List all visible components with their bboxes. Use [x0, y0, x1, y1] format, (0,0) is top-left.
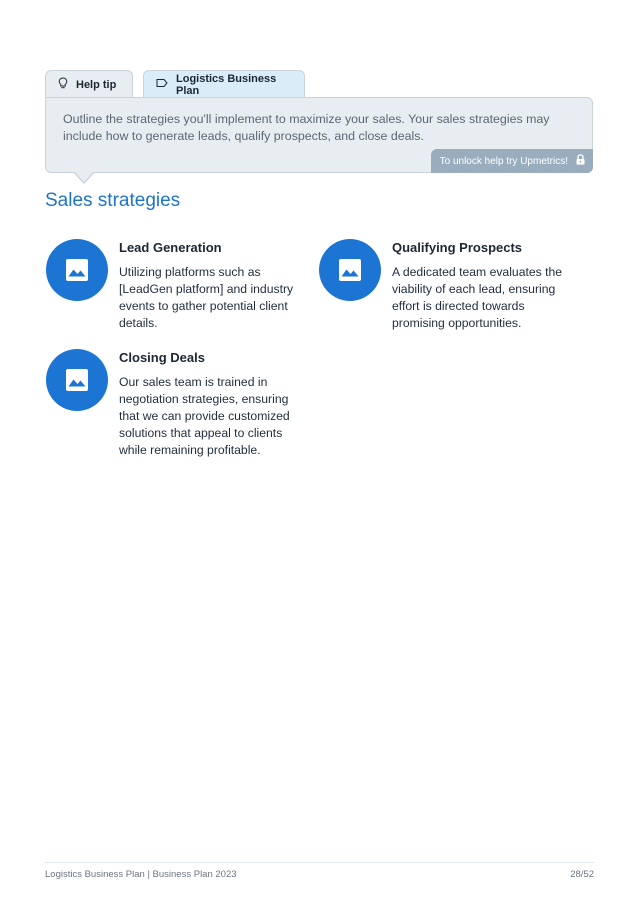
image-icon — [319, 239, 381, 301]
image-icon — [46, 349, 108, 411]
item-body: Utilizing platforms such as [LeadGen platform] and industry events to gather potential client details. — [119, 265, 294, 330]
item-body: A dedicated team evaluates the viability of each lead, ensuring effort is directed towards promising opportunities. — [392, 265, 563, 330]
footer-divider — [45, 862, 594, 863]
footer-document-title: Logistics Business Plan | Business Plan 2023 — [45, 869, 237, 880]
item-title: Qualifying Prospects — [392, 240, 523, 255]
item-title: Lead Generation — [119, 240, 222, 255]
unlock-label: To unlock help try Upmetrics! — [439, 155, 568, 167]
help-tip-text: Outline the strategies you'll implement to maximize your sales. Your sales strategies may include how to generate leads, qualify prospects, and close deals. — [63, 112, 550, 143]
image-icon — [46, 239, 108, 301]
tip-pointer — [73, 172, 95, 184]
lock-icon — [576, 154, 585, 168]
item-title: Closing Deals — [119, 350, 205, 365]
tab-logistics-plan[interactable] — [143, 70, 305, 98]
tag-icon — [156, 78, 168, 91]
tab-help-tip[interactable] — [45, 70, 133, 98]
unlock-help-button[interactable] — [431, 149, 593, 173]
section-title: Sales strategies — [45, 190, 181, 211]
help-tip-box — [45, 97, 593, 173]
item-body: Our sales team is trained in negotiation strategies, ensuring that we can provide customized solutions that appeal to clients while remaining profitable. — [119, 375, 290, 457]
footer-page-number: 28/52 — [570, 869, 594, 880]
tab-help-label: Help tip — [76, 78, 117, 91]
tab-plan-label: Logistics Business Plan — [176, 72, 277, 97]
help-tabs — [45, 70, 305, 98]
lightbulb-icon — [58, 77, 68, 92]
